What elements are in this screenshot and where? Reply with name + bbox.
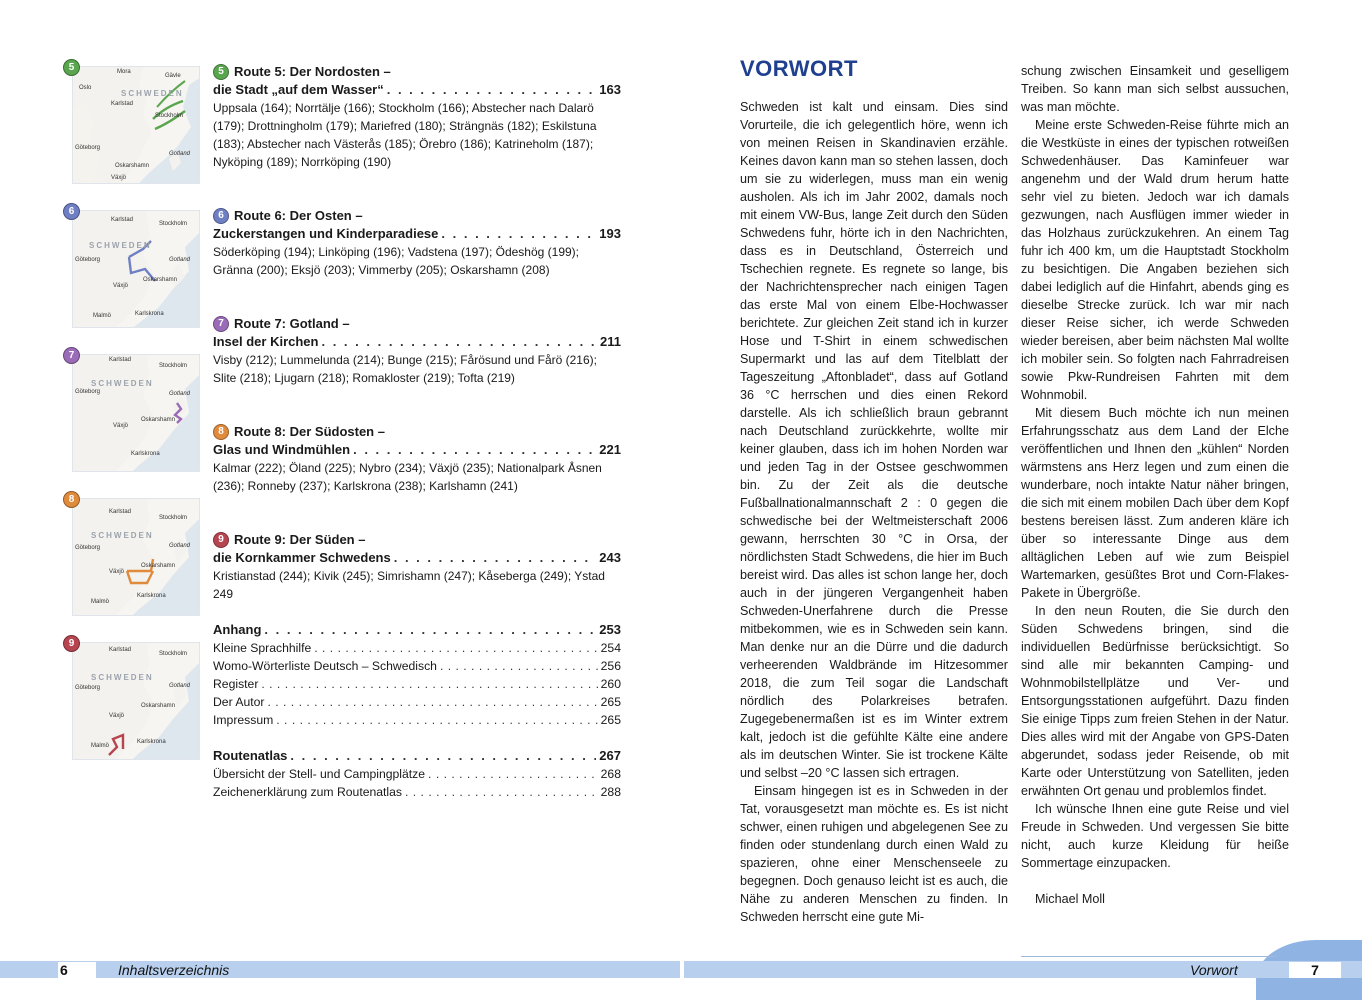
toc-route-9 bbox=[213, 531, 621, 603]
route-8-page: 221 bbox=[599, 442, 621, 457]
map-7-label-gotland: Gotland bbox=[169, 391, 191, 397]
toc-route-7 bbox=[213, 315, 621, 387]
leader-dots bbox=[264, 621, 596, 639]
route-8-subtitle: Glas und Windmühlen bbox=[213, 442, 351, 457]
routenatlas-item-label: Zeichenerklärung zum Routenatlas bbox=[213, 785, 403, 799]
toc-route-5-entry[interactable] bbox=[213, 81, 621, 99]
map-9-label-gotland: Gotland bbox=[169, 683, 191, 689]
map-route-8 bbox=[72, 498, 200, 616]
route-7-number-badge: 7 bbox=[213, 316, 229, 332]
anhang-item-label: Womo-Wörterliste Deutsch – Schwedisch bbox=[213, 659, 437, 673]
map-5-label-gotland: Gotland bbox=[169, 151, 191, 157]
map-5-label-mora: Mora bbox=[117, 69, 131, 75]
map-5-label-vaxjo: Växjö bbox=[111, 175, 127, 181]
vorwort-column-2 bbox=[1021, 62, 1289, 908]
routenatlas-item-label: Übersicht der Stell- und Campingplätze bbox=[213, 767, 426, 781]
map-9-label-schweden: SCHWEDEN bbox=[91, 673, 154, 682]
leader-dots bbox=[290, 747, 596, 765]
anhang-item-page: 256 bbox=[600, 659, 621, 673]
anhang-item-page: 265 bbox=[600, 695, 621, 709]
map-route-6-badge: 6 bbox=[63, 203, 80, 220]
route-7-places: Visby (212); Lummelunda (214); Bunge (215); Fårösund und Fårö (216); Slite (218); Ljugarn (218); Romakloster (219); Tofta (219) bbox=[213, 353, 597, 385]
map-route-6 bbox=[72, 210, 200, 328]
map-6-label-karlskrona: Karlskrona bbox=[135, 311, 164, 317]
leader-dots bbox=[314, 639, 597, 657]
toc-anhang-item[interactable] bbox=[213, 675, 621, 693]
routenatlas-page: 267 bbox=[599, 748, 621, 763]
route-9-page: 243 bbox=[599, 550, 621, 565]
map-7-label-vaxjo: Växjö bbox=[113, 423, 129, 429]
anhang-page: 253 bbox=[599, 622, 621, 637]
route-7-title: Route 7: Gotland – bbox=[234, 316, 350, 331]
leader-dots bbox=[428, 765, 598, 783]
map-5-label-goteborg: Göteborg bbox=[75, 145, 101, 151]
leader-dots bbox=[387, 81, 597, 99]
page-number-right: 7 bbox=[1289, 962, 1341, 978]
map-6-label-oskarshamn: Oskarshamn bbox=[143, 277, 178, 283]
vorwort-paragraph: In den neun Routen, die Sie durch den Süden Schwedens bringen, sind die individuellen Bedürfnisse berücksichtigt. So sind alle mir bekannten Camping- und Wohnmobilstellplätze und Ver- und Entsorgungsstationen aufgeführt. Dazu finden Sie einige Tipps zum freien Stehen in der Natur. Dies alles wird mit der Angabe von GPS-Daten abgerundet, sodass jeder Reisende, ob mit Karte oder Unterstützung von Satelliten, jeden erwähnten Ort genau und problemlos findet. bbox=[1021, 604, 1289, 798]
map-route-5-badge: 5 bbox=[63, 59, 80, 76]
routenatlas-item-page: 288 bbox=[600, 785, 621, 799]
toc-anhang-item[interactable] bbox=[213, 693, 621, 711]
vorwort-title: VORWORT bbox=[740, 56, 858, 81]
footer-bar-right bbox=[684, 961, 1362, 978]
map-5-label-oskarshamn: Oskarshamn bbox=[115, 163, 150, 169]
toc-anhang-entry[interactable] bbox=[213, 621, 621, 639]
toc-route-5-heading[interactable] bbox=[213, 63, 621, 81]
map-route-5 bbox=[72, 66, 200, 184]
routenatlas-item-page: 268 bbox=[600, 767, 621, 781]
toc-routenatlas-entry[interactable] bbox=[213, 747, 621, 765]
map-6-label-goteborg: Göteborg bbox=[75, 257, 101, 263]
footer-bar-left bbox=[0, 961, 680, 978]
vorwort-paragraph: Ich wünsche Ihnen eine gute Reise und viel Freude in Schweden. Und vergessen Sie bitte nicht, auch kurze Kleidung für heiße Sommertage einzupacken. bbox=[1021, 802, 1289, 870]
map-route-8-badge: 8 bbox=[63, 491, 80, 508]
footer-rule bbox=[1021, 956, 1277, 957]
route-5-title: Route 5: Der Nordosten – bbox=[234, 64, 391, 79]
map-route-7 bbox=[72, 354, 200, 472]
page-number-left: 6 bbox=[58, 962, 96, 978]
leader-dots bbox=[440, 657, 598, 675]
map-8-label-gotland: Gotland bbox=[169, 543, 191, 549]
toc-route-5 bbox=[213, 63, 621, 171]
leader-dots bbox=[441, 225, 596, 243]
map-7-label-stockholm: Stockholm bbox=[159, 363, 188, 369]
toc-anhang-item[interactable] bbox=[213, 657, 621, 675]
map-5-label-oslo: Oslo bbox=[79, 85, 92, 91]
map-7-label-goteborg: Göteborg bbox=[75, 389, 101, 395]
map-9-label-oskarshamn: Oskarshamn bbox=[141, 703, 176, 709]
map-6-label-karlstad: Karlstad bbox=[111, 217, 134, 223]
map-9-label-karlskrona: Karlskrona bbox=[137, 739, 166, 745]
route-8-number-badge: 8 bbox=[213, 424, 229, 440]
running-head-right: Vorwort bbox=[1190, 962, 1238, 978]
route-6-page: 193 bbox=[599, 226, 621, 241]
toc-route-6 bbox=[213, 207, 621, 279]
map-8-label-malmo: Malmö bbox=[91, 599, 110, 605]
leader-dots bbox=[267, 693, 597, 711]
route-9-number-badge: 9 bbox=[213, 532, 229, 548]
vorwort-paragraph: Schweden ist kalt und einsam. Dies sind Vorurteile, die ich gelegentlich höre, wenn ich von meinen Reisen in Skandinavien erzähle. Keines davon kann man so stehen lassen, doch um sie zu widerlegen, muss man ein wenig ausholen. Als ich im Jahr 2002, damals noch mit einem VW-Bus, lange Zeit durch den Süden Schwedens fuhr, hörte ich in den Nachrichten, dass es in Deutschland, Österreich und Tschechien regnete. Es regnete so lange, bis der Nachrichtensprecher nach einigen Tagen das erste Mal von einem Elbe-Hochwasser berichtete. Zur gleichen Zeit stand ich in kurzer Hose und T-Shirt in einem schwedischen Supermarkt und las auf dem Titelblatt der Tageszeitung „Aftonbladet“, dass auf Gotland 36 °C herrschen und dies einen Rekord darstelle. Als ich schließlich braun gebrannt nach Deutschland zurückkehrte, wollte mir keiner glauben, dass ich im hohen Norden war und jeden Tag in der Ostsee geschwommen bin. Zu der Zeit als die deutsche Fußballnationalmannschaft 2 : 0 gegen die schwedische bei der Weltmeisterschaft 2006 gewann, herrschten 30 °C in Orsa, der nördlichsten Stadt Schwedens, die hier im Buch bereist wird. Das alles ist schon lange her, doch auch in der jüngeren Vergangenheit haben Schweden-Unerfahrene durch die Presse mitbekommen, wie es in Schweden sein kann. Man denke nur an die Dürre und die dadurch verheerenden Waldbrände im Hitzesommer 2018, die zum Teil sogar die Landschaft nördlich des Polarkreises betrafen. Zugegebenermaßen ist es im Winter extrem kalt, jedoch ist die gefühlte Kälte eine andere als im deutschen Winter. Sie ist trockene Kälte und selbst –20 °C lassen sich ertragen. bbox=[740, 100, 1008, 780]
toc-route-6-entry[interactable] bbox=[213, 225, 621, 243]
map-5-label-gavle: Gävle bbox=[165, 73, 181, 79]
map-9-label-malmo: Malmö bbox=[91, 743, 110, 749]
map-route-9-badge: 9 bbox=[63, 635, 80, 652]
map-7-label-karlstad: Karlstad bbox=[109, 357, 132, 363]
toc-route-9-heading[interactable] bbox=[213, 531, 621, 549]
map-7-label-oskarshamn: Oskarshamn bbox=[141, 417, 176, 423]
anhang-item-page: 265 bbox=[600, 713, 621, 727]
map-5-label-schweden: SCHWEDEN bbox=[121, 89, 184, 98]
running-head-left: Inhaltsverzeichnis bbox=[118, 962, 230, 978]
route-8-title: Route 8: Der Südosten – bbox=[234, 424, 385, 439]
route-5-number-badge: 5 bbox=[213, 64, 229, 80]
anhang-item-label: Der Autor bbox=[213, 695, 265, 709]
toc-route-7-heading[interactable] bbox=[213, 315, 621, 333]
anhang-label: Anhang bbox=[213, 622, 262, 637]
vorwort-paragraph: Einsam hingegen ist es in Schweden in der Tat, vorausgesetzt man möchte es. Es ist nicht schwer, einen ruhigen und abgelegenen See zu finden oder stundenlang durch einen Wald zu spazieren, ohne einer Menschenseele zu begegnen. Doch genauso leicht ist es auch, die Nähe zu anderen Menschen zu finden. In Schweden herrscht eine gute Mi- bbox=[740, 784, 1008, 924]
vorwort-paragraph: schung zwischen Einsamkeit und geselligem Treiben. So kann man sich selbst aussuchen, was man möchte. bbox=[1021, 64, 1289, 114]
vorwort-paragraph: Mit diesem Buch möchte ich nun meinen Erfahrungsschatz aus dem Land der Elche veröffentlichen und Ihnen den „kühlen“ Norden wärmstens ans Herz legen und zum einen die wunderbare, noch intakte Natur näher bringen, die sich mit einem mobilen Dach über dem Kopf bestens bereisen lässt. Zum anderen kläre ich über so interessante Dinge aus dem alltäglichen Leben auf wie zum Beispiel Wartemarken, gesüßtes Brot und Corn-Flakes-Pakete in Übergröße. bbox=[1021, 406, 1289, 600]
map-6-label-gotland: Gotland bbox=[169, 257, 191, 263]
toc-anhang-item[interactable] bbox=[213, 711, 621, 729]
anhang-item-label: Register bbox=[213, 677, 259, 691]
toc-route-8-heading[interactable] bbox=[213, 423, 621, 441]
leader-dots bbox=[261, 675, 597, 693]
map-8-label-stockholm: Stockholm bbox=[159, 515, 188, 521]
route-8-places: Kalmar (222); Öland (225); Nybro (234); Växjö (235); Nationalpark Åsnen (236); Ronneby (237); Karlskrona (238); Karlshamn (241) bbox=[213, 461, 602, 493]
map-6-label-vaxjo: Växjö bbox=[113, 283, 129, 289]
route-6-number-badge: 6 bbox=[213, 208, 229, 224]
map-route-7-badge: 7 bbox=[63, 347, 80, 364]
author-signature: Michael Moll bbox=[1035, 892, 1105, 906]
map-9-label-stockholm: Stockholm bbox=[159, 651, 188, 657]
route-6-subtitle: Zuckerstangen und Kinderparadiese bbox=[213, 226, 439, 241]
map-route-9 bbox=[72, 642, 200, 760]
toc-routenatlas bbox=[213, 747, 621, 801]
leader-dots bbox=[321, 333, 597, 351]
map-6-label-schweden: SCHWEDEN bbox=[89, 241, 152, 250]
route-6-title: Route 6: Der Osten – bbox=[234, 208, 363, 223]
route-9-places: Kristianstad (244); Kivik (245); Simrishamn (247); Kåseberga (249); Ystad 249 bbox=[213, 569, 605, 601]
vorwort-paragraph: Meine erste Schweden-Reise führte mich an die Westküste in eines der typischen rotweißen Schwedenhäuser. Das Kaminfeuer war angenehm und der Wald drum herum hatte sehr viel zu bieten. Jedoch war ich damals gezwungen, nach Ausflügen immer wieder in das Holzhaus zurückzukehren. An einem Tag fuhr ich 400 km, um die Hauptstadt Stockholm zu besichtigen. Die Angaben beziehen sich dabei lediglich auf die Hinfahrt, abends ging es dieselbe Strecke zurück. Ich war mir nach dieser Reise sicher, ich werde Schweden wieder bereisen, aber beim nächsten Mal wollte ich mobiler sein. So folgten nach Fahrradreisen sowie Pkw-Rundreisen Fahrten mit dem Wohnmobil. bbox=[1021, 118, 1289, 402]
map-8-label-schweden: SCHWEDEN bbox=[91, 531, 154, 540]
map-5-label-karlstad: Karlstad bbox=[111, 101, 134, 107]
anhang-item-label: Impressum bbox=[213, 713, 274, 727]
toc-route-8-entry[interactable] bbox=[213, 441, 621, 459]
leader-dots bbox=[394, 549, 597, 567]
anhang-item-page: 254 bbox=[600, 641, 621, 655]
map-8-label-karlskrona: Karlskrona bbox=[137, 593, 166, 599]
toc-route-6-heading[interactable] bbox=[213, 207, 621, 225]
toc-route-7-entry[interactable] bbox=[213, 333, 621, 351]
toc-anhang bbox=[213, 621, 621, 729]
route-5-places: Uppsala (164); Norrtälje (166); Stockholm (166); Abstecher nach Dalarö (179); Drottningholm (179); Mariefred (180); Strängnäs (182); Eskilstuna (183); Abstecher nach Västerås (185); Örebro (186); Katrineholm (187); Nyköping (189); Norrköping (190) bbox=[213, 101, 597, 169]
route-7-subtitle: Insel der Kirchen bbox=[213, 334, 319, 349]
map-8-label-vaxjo: Växjö bbox=[109, 569, 125, 575]
map-9-label-goteborg: Göteborg bbox=[75, 685, 101, 691]
map-9-label-vaxjo: Växjö bbox=[109, 713, 125, 719]
toc-anhang-item[interactable] bbox=[213, 639, 621, 657]
toc-routenatlas-item[interactable] bbox=[213, 783, 621, 801]
anhang-item-page: 260 bbox=[600, 677, 621, 691]
toc-routenatlas-item[interactable] bbox=[213, 765, 621, 783]
toc-route-8 bbox=[213, 423, 621, 495]
leader-dots bbox=[276, 711, 597, 729]
map-9-label-karlstad: Karlstad bbox=[109, 647, 132, 653]
leader-dots bbox=[353, 441, 596, 459]
map-8-label-oskarshamn: Oskarshamn bbox=[141, 563, 176, 569]
routenatlas-label: Routenatlas bbox=[213, 748, 288, 763]
map-8-label-karlstad: Karlstad bbox=[109, 509, 132, 515]
leader-dots bbox=[405, 783, 598, 801]
map-6-label-stockholm: Stockholm bbox=[159, 221, 188, 227]
vorwort-column-1 bbox=[740, 98, 1008, 926]
route-7-page: 211 bbox=[600, 334, 621, 349]
route-9-subtitle: die Kornkammer Schwedens bbox=[213, 550, 391, 565]
map-6-label-malmo: Malmö bbox=[93, 313, 112, 319]
route-5-page: 163 bbox=[599, 82, 621, 97]
map-5-label-stockholm: Stockholm bbox=[155, 113, 184, 119]
anhang-item-label: Kleine Sprachhilfe bbox=[213, 641, 312, 655]
map-8-label-goteborg: Göteborg bbox=[75, 545, 101, 551]
route-6-places: Söderköping (194); Linköping (196); Vadstena (197); Ödeshög (199); Gränna (200); Eksjö (203); Vimmerby (205); Oskarshamn (208) bbox=[213, 245, 580, 277]
route-5-subtitle: die Stadt „auf dem Wasser“ bbox=[213, 82, 384, 97]
map-7-label-schweden: SCHWEDEN bbox=[91, 379, 154, 388]
map-7-label-karlskrona: Karlskrona bbox=[131, 451, 160, 457]
route-9-title: Route 9: Der Süden – bbox=[234, 532, 366, 547]
toc-route-9-entry[interactable] bbox=[213, 549, 621, 567]
